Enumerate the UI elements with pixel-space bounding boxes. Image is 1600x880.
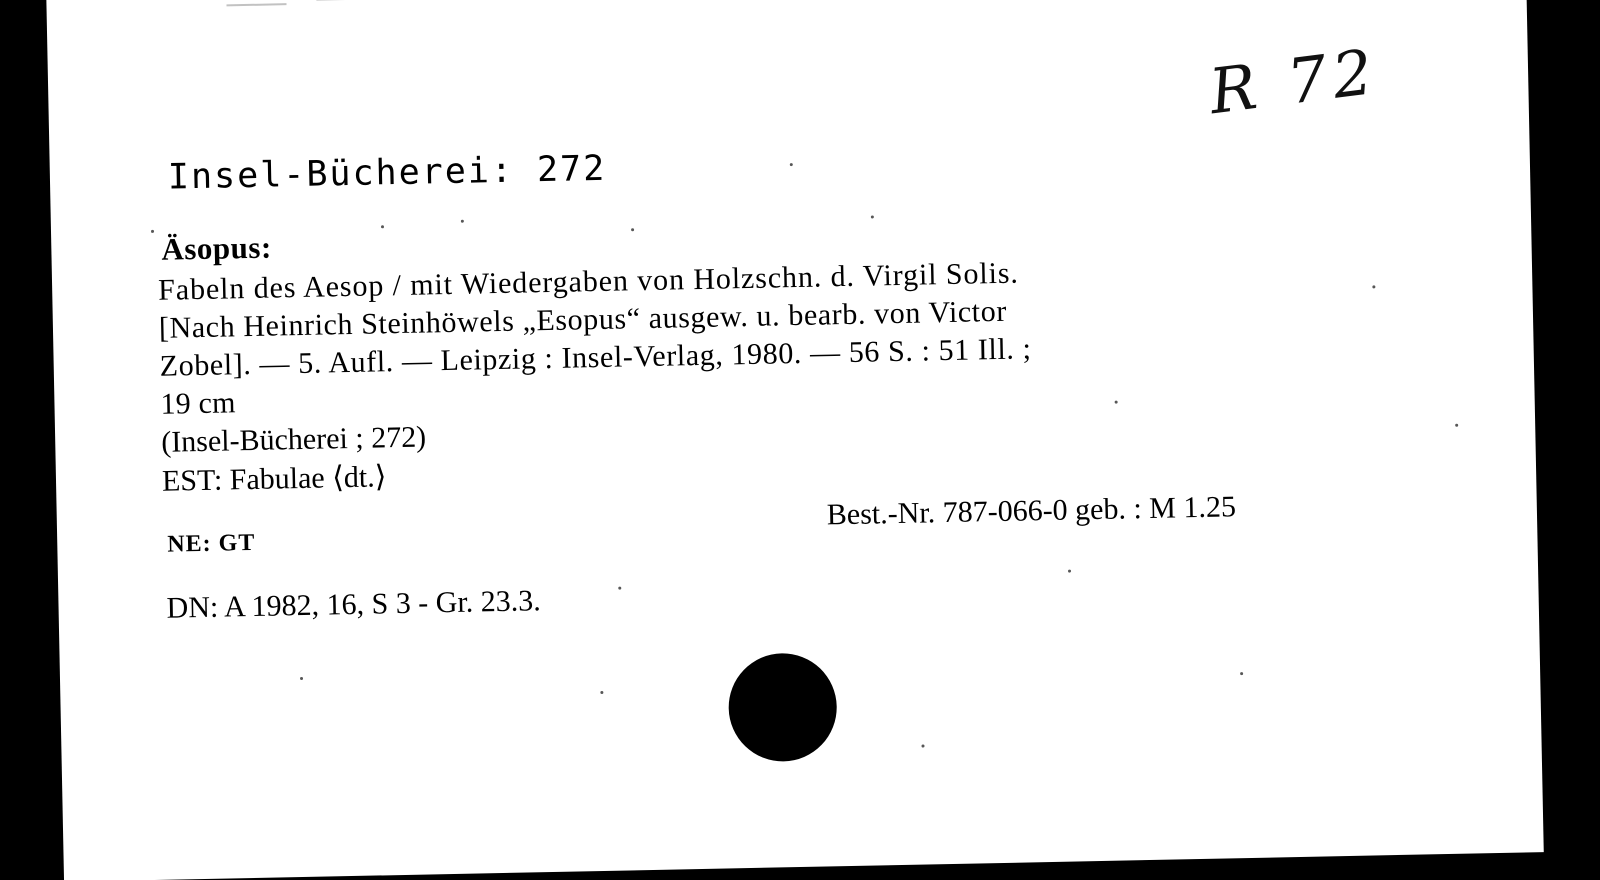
title-statement-line: Zobel]. — 5. Aufl. — Leipzig : Insel-Verlag, 1980. — 56 S. : 51 Ill. ;: [159, 332, 1032, 383]
scan-speck: [1068, 570, 1071, 573]
scan-speck: [1240, 672, 1243, 675]
scan-speck: [300, 677, 303, 680]
series-header: Insel-Bücherei: 272: [167, 148, 607, 198]
scan-speck: [461, 220, 464, 223]
handwritten-shelfmark: R 72: [1205, 34, 1383, 129]
card-content: [46, 0, 1544, 880]
title-statement-line: Fabeln des Aesop / mit Wiedergaben von Holzschn. d. Virgil Solis.: [157, 256, 1020, 307]
scan-speck: [600, 691, 603, 694]
scan-speck: [381, 225, 384, 228]
scan-speck: [618, 587, 621, 590]
title-statement: [158, 246, 1471, 424]
catalogue-card: [46, 0, 1544, 880]
punch-hole-mark: [728, 652, 838, 762]
scan-speck: [921, 745, 924, 748]
scan-speck: [871, 215, 874, 218]
order-number: Best.-Nr. 787-066-0 geb. : M 1.25: [826, 490, 1237, 532]
scan-artifact: [226, 3, 286, 6]
scan-speck: [790, 163, 793, 166]
scan-speck: [151, 230, 154, 233]
scan-speck: [1372, 285, 1375, 288]
scan-speck: [631, 228, 634, 231]
title-statement-line: 19 cm: [160, 386, 236, 421]
series-reference: (Insel-Bücherei ; 272): [160, 420, 427, 459]
scan-artifact: [316, 0, 356, 1]
scan-speck: [1115, 401, 1118, 404]
author-heading: Äsopus:: [161, 229, 273, 267]
scan-speck: [1455, 424, 1458, 427]
added-entry: NE: GT: [167, 529, 256, 558]
deposit-number: DN: A 1982, 16, S 3 - Gr. 23.3.: [166, 584, 542, 625]
uniform-title: EST: Fabulae ⟨dt.⟩: [161, 460, 387, 498]
title-statement-line: [Nach Heinrich Steinhöwels „Esopus“ ausgew. u. bearb. von Victor: [158, 294, 1008, 345]
